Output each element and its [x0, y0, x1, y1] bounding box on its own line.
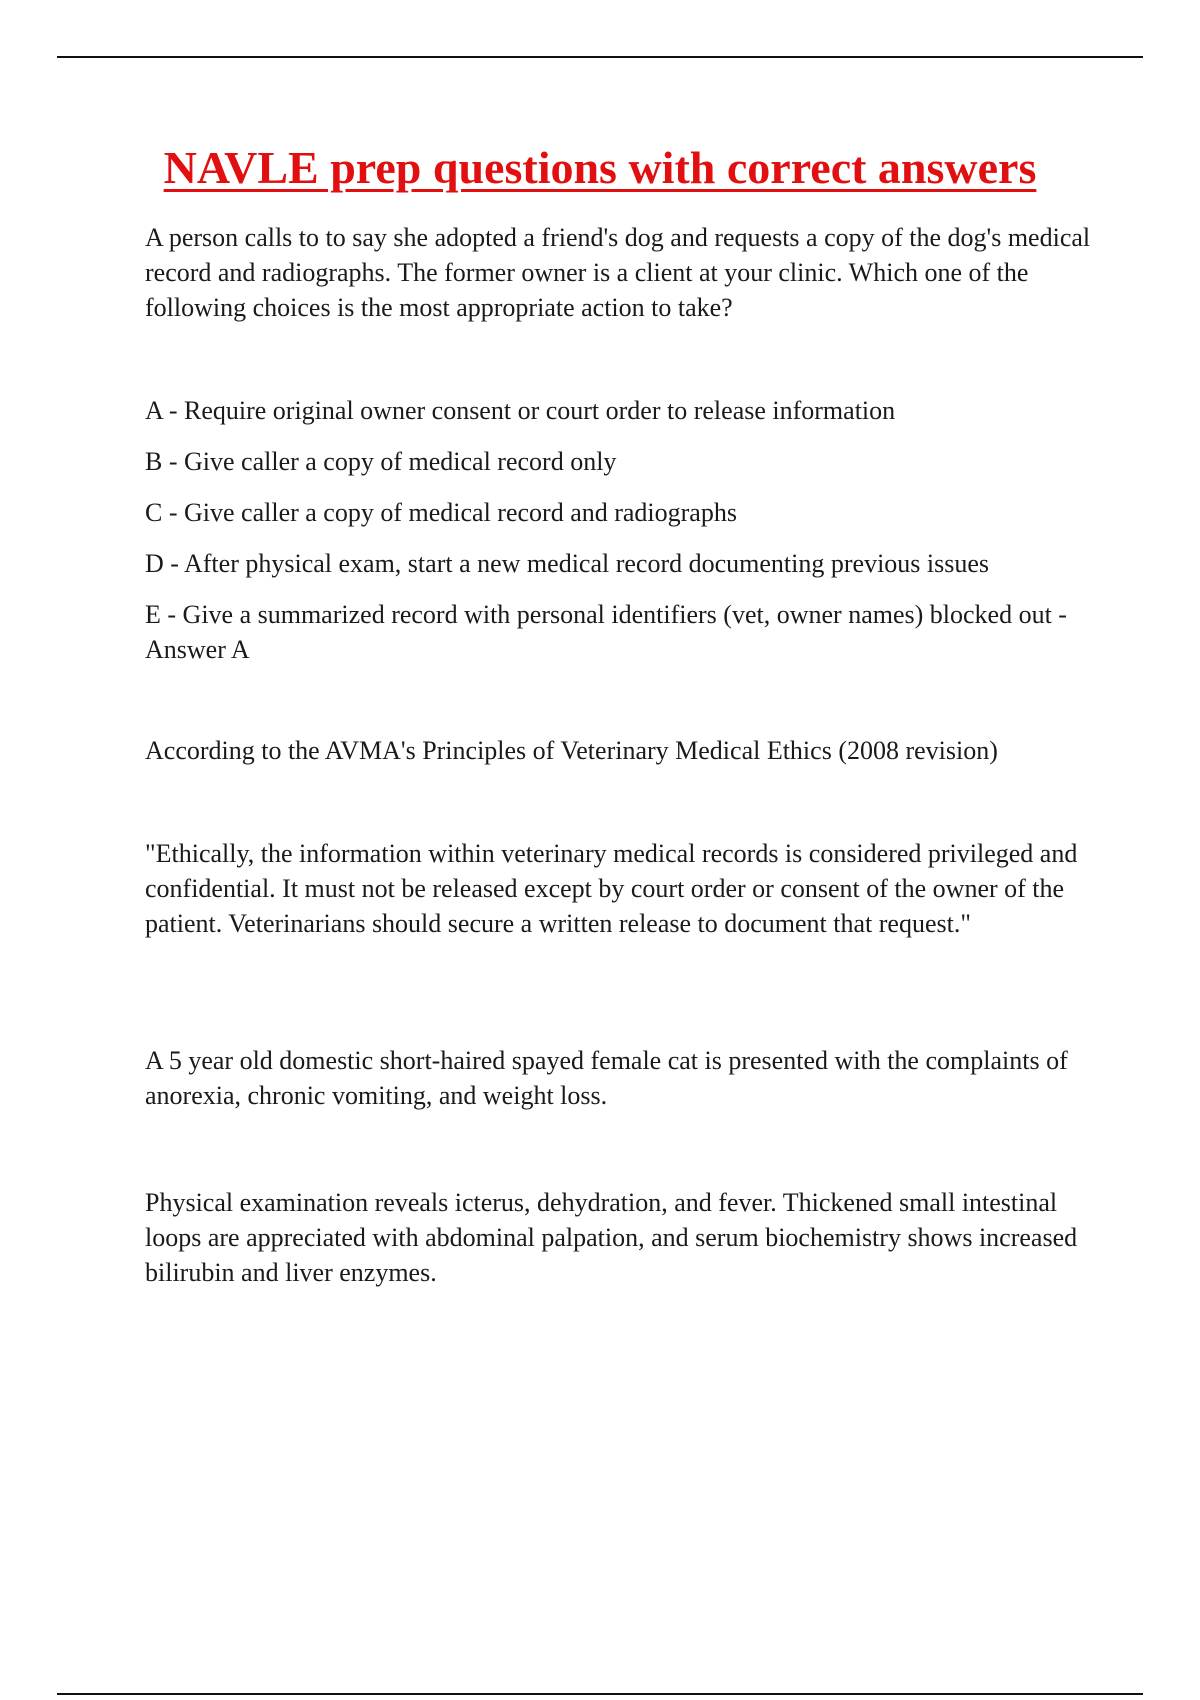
question-1-option-d: D - After physical exam, start a new medical record documenting previous issues — [145, 549, 990, 578]
question-1-option-b: B - Give caller a copy of medical record only — [145, 447, 617, 476]
question-1-quote: "Ethically, the information within veterinary medical records is considered privileged and confidential. It must not be released except by court order or consent of the owner of the patient. Veterinarians should secure a written release to document that request." — [145, 839, 1078, 938]
question-1-stem: A person calls to to say she adopted a friend's dog and requests a copy of the dog's medical record and radiographs. The former owner is a client at your clinic. Which one of the following choices is the most appropriate action to take? — [145, 223, 1091, 322]
question-1-reference: According to the AVMA's Principles of Veterinary Medical Ethics (2008 revision) — [145, 736, 998, 765]
question-2-stem: A 5 year old domestic short-haired spayed female cat is presented with the complaints of anorexia, chronic vomiting, and weight loss. — [145, 1046, 1068, 1110]
bottom-rule — [57, 1693, 1143, 1695]
question-1-option-c: C - Give caller a copy of medical record and radiographs — [145, 498, 737, 527]
question-1-option-a: A - Require original owner consent or court order to release information — [145, 396, 896, 425]
top-rule — [57, 56, 1143, 58]
question-1-option-e: E - Give a summarized record with personal identifiers (vet, owner names) blocked out - Answer A — [145, 600, 1067, 664]
page-title: NAVLE prep questions with correct answers — [163, 142, 1037, 193]
question-2-exam: Physical examination reveals icterus, dehydration, and fever. Thickened small intestinal loops are appreciated with abdominal palpation, and serum biochemistry shows increased bilirubin and liver enzymes. — [145, 1188, 1078, 1287]
